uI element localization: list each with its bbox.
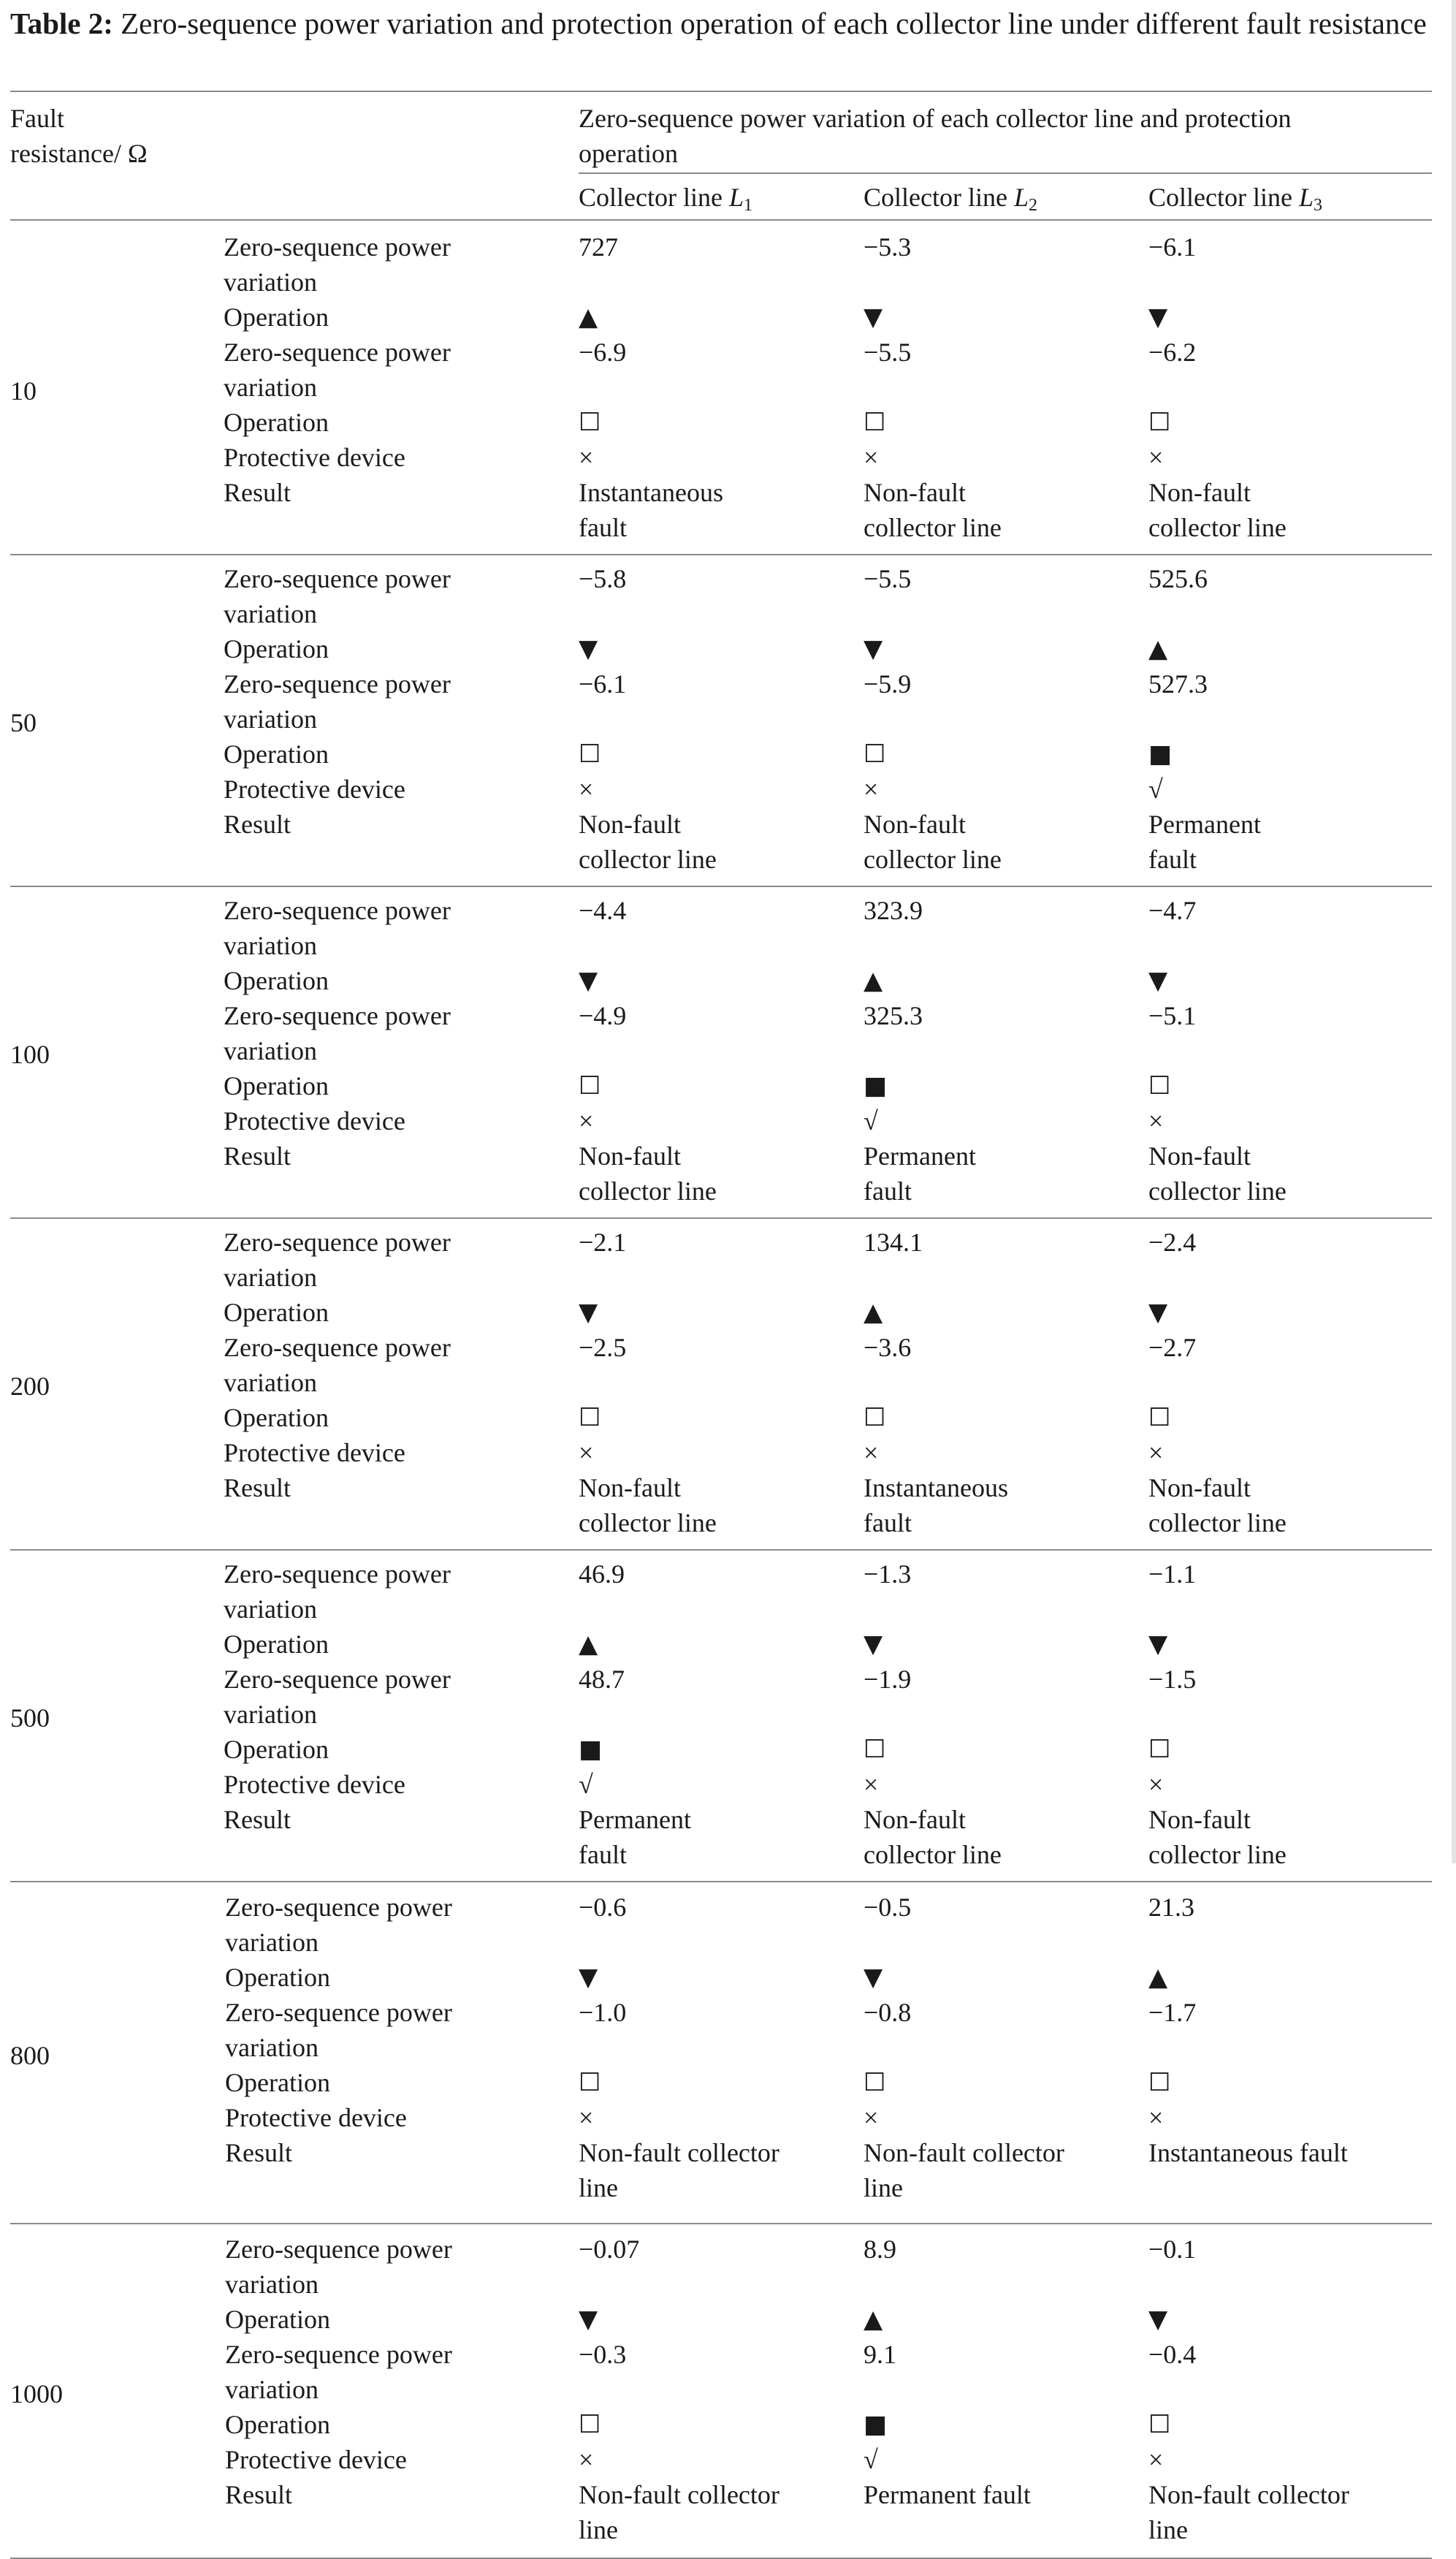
- zsp-value-2: −0.3: [579, 2340, 627, 2369]
- row-label-protective_device: Protective device: [224, 1438, 405, 1467]
- check-mark-icon: √: [864, 2445, 878, 2474]
- row-label-zsp: [224, 561, 451, 631]
- row-label-line: variation: [224, 931, 317, 960]
- row-label-result: Result: [224, 478, 291, 507]
- result-line: Non-fault: [864, 478, 966, 507]
- result-line: collector line: [579, 845, 717, 874]
- result-line: Non-fault: [864, 1805, 966, 1834]
- result-text: [579, 1802, 691, 1872]
- result-line: Non-fault: [1148, 1473, 1251, 1502]
- zsp-value-2: −0.4: [1148, 2340, 1197, 2369]
- operation-arrow-icon: ▼: [1148, 1630, 1168, 1659]
- row-label-line: Zero-sequence power: [224, 1228, 451, 1257]
- header-collector-line-2: Collector line $L_2$: [864, 183, 1037, 215]
- zsp-value-2: −5.5: [864, 338, 912, 367]
- result-line: collector line: [1148, 1508, 1287, 1537]
- operation-square-icon: ☐: [1148, 2410, 1171, 2439]
- cross-mark-icon: ×: [579, 1106, 594, 1136]
- row-label-line: Zero-sequence power: [224, 338, 451, 367]
- zsp-value-1: −5.5: [864, 564, 912, 593]
- result-text: [579, 475, 723, 545]
- result-line: Non-fault: [1148, 1805, 1251, 1834]
- zsp-value-2: −0.8: [864, 1998, 912, 2027]
- row-label-zsp: [225, 1995, 452, 2065]
- result-line: collector line: [579, 1176, 717, 1206]
- result-text: [579, 1138, 717, 1209]
- row-label-result: Result: [225, 2480, 293, 2509]
- operation-arrow-icon: ▼: [579, 1963, 598, 1992]
- operation-square-icon: ☐: [864, 408, 886, 437]
- cross-mark-icon: ×: [579, 2445, 594, 2474]
- result-line: Non-fault: [579, 1141, 681, 1171]
- result-text: [864, 475, 1002, 545]
- row-label-result: Result: [224, 1473, 291, 1502]
- zsp-value-1: −0.1: [1148, 2235, 1197, 2264]
- zsp-value-1: −0.6: [579, 1893, 627, 1922]
- row-label-line: variation: [224, 1700, 317, 1729]
- row-label-operation: Operation: [224, 739, 329, 769]
- zsp-value-1: −2.1: [579, 1228, 627, 1257]
- zsp-value-1: 323.9: [864, 896, 923, 925]
- zsp-value-1: −4.7: [1148, 896, 1197, 925]
- result-line: Non-fault collector: [579, 2480, 780, 2509]
- operation-arrow-icon: ▲: [579, 1630, 598, 1659]
- cross-mark-icon: ×: [864, 775, 879, 804]
- operation-square-icon: ☐: [579, 408, 601, 437]
- header-collector-line-3: Collector line $L_3$: [1148, 183, 1322, 215]
- operation-arrow-icon: ▼: [579, 634, 598, 663]
- operation-arrow-icon: ▼: [864, 634, 883, 663]
- row-label-line: Zero-sequence power: [224, 896, 451, 925]
- result-line: collector line: [1148, 1840, 1287, 1869]
- row-label-protective_device: Protective device: [225, 2103, 407, 2132]
- result-line: Non-fault collector: [579, 2138, 780, 2167]
- row-label-zsp: [225, 2232, 452, 2302]
- result-text: [579, 2477, 780, 2547]
- cross-mark-icon: ×: [1148, 1106, 1164, 1136]
- caption-label: Table 2:: [10, 7, 113, 40]
- operation-square-icon: ☐: [1148, 1735, 1171, 1764]
- result-text: [864, 1138, 976, 1209]
- row-label-line: Zero-sequence power: [224, 1559, 451, 1589]
- zsp-value-2: −1.9: [864, 1665, 912, 1694]
- header-span-title: Zero-sequence power variation of each collector line and protection operation: [579, 104, 1292, 168]
- row-label-line: variation: [224, 1036, 317, 1065]
- operation-square-icon: ☐: [1148, 2068, 1171, 2097]
- cross-mark-icon: ×: [579, 775, 594, 804]
- result-text: [864, 1470, 1008, 1540]
- zsp-value-2: −5.1: [1148, 1001, 1197, 1030]
- result-text: [864, 807, 1002, 877]
- row-label-protective_device: Protective device: [224, 443, 405, 472]
- zsp-value-2: −2.5: [579, 1333, 627, 1362]
- row-label-line: variation: [225, 2375, 319, 2404]
- result-text: [864, 2477, 1031, 2512]
- operation-square-icon: ■: [579, 1735, 603, 1764]
- result-line: collector line: [864, 845, 1002, 874]
- row-label-operation: Operation: [224, 966, 329, 995]
- operation-square-icon: ■: [1148, 739, 1173, 769]
- result-line: Permanent: [579, 1805, 691, 1834]
- row-label-operation: Operation: [224, 303, 329, 332]
- header-sub-rule: [579, 172, 1432, 174]
- cross-mark-icon: ×: [1148, 1438, 1164, 1467]
- header-bottom-rule: [10, 219, 1432, 221]
- result-line: Permanent: [864, 1141, 976, 1171]
- operation-square-icon: ☐: [864, 1403, 886, 1432]
- resistance-block-10: [10, 222, 1432, 554]
- operation-arrow-icon: ▼: [864, 1630, 883, 1659]
- zsp-value-1: −5.3: [864, 232, 912, 262]
- zsp-value-1: 8.9: [864, 2235, 896, 2264]
- row-label-operation: Operation: [225, 2068, 330, 2097]
- result-line: Instantaneous: [579, 478, 723, 507]
- zsp-value-2: 527.3: [1148, 669, 1208, 699]
- result-line: Non-fault: [579, 1473, 681, 1502]
- zsp-value-2: 325.3: [864, 1001, 923, 1030]
- row-label-operation: Operation: [224, 1403, 329, 1432]
- header-collector-line-1: Collector line $L_1$: [579, 183, 752, 215]
- operation-square-icon: ☐: [1148, 408, 1171, 437]
- resistance-block-200: [10, 1217, 1432, 1549]
- row-label-line: variation: [225, 2033, 319, 2062]
- zsp-value-2: −2.7: [1148, 1333, 1197, 1362]
- table-caption: [10, 4, 1432, 42]
- zsp-value-1: −5.8: [579, 564, 627, 593]
- result-line: Permanent fault: [864, 2480, 1031, 2509]
- zsp-value-1: −4.4: [579, 896, 627, 925]
- operation-square-icon: ☐: [864, 1735, 886, 1764]
- operation-square-icon: ☐: [579, 739, 601, 769]
- result-text: [1148, 2135, 1348, 2170]
- cross-mark-icon: ×: [864, 1770, 879, 1799]
- operation-arrow-icon: ▼: [1148, 1298, 1168, 1327]
- zsp-value-2: −4.9: [579, 1001, 627, 1030]
- operation-arrow-icon: ▲: [579, 303, 598, 332]
- zsp-value-2: −6.9: [579, 338, 627, 367]
- row-label-line: variation: [224, 704, 317, 734]
- operation-arrow-icon: ▼: [1148, 966, 1168, 995]
- row-label-zsp: [224, 998, 451, 1068]
- result-line: fault: [1148, 845, 1197, 874]
- result-text: [579, 807, 717, 877]
- result-line: Non-fault: [1148, 1141, 1251, 1171]
- operation-square-icon: ☐: [579, 2068, 601, 2097]
- result-line: Non-fault: [864, 810, 966, 839]
- row-label-line: variation: [224, 599, 317, 628]
- cross-mark-icon: ×: [1148, 1770, 1164, 1799]
- zsp-value-2: −1.7: [1148, 1998, 1197, 2027]
- result-line: collector line: [1148, 1176, 1287, 1206]
- cross-mark-icon: ×: [864, 443, 879, 472]
- operation-square-icon: ■: [864, 2410, 888, 2439]
- zsp-value-2: 9.1: [864, 2340, 896, 2369]
- result-line: Instantaneous fault: [1148, 2138, 1348, 2167]
- resistance-block-1000: [10, 2224, 1432, 2558]
- zsp-value-1: −2.4: [1148, 1228, 1197, 1257]
- fault-resistance-value: 100: [10, 1040, 50, 1069]
- operation-arrow-icon: ▲: [864, 1298, 883, 1327]
- row-label-line: Zero-sequence power: [224, 564, 451, 593]
- table-page: [10, 0, 1432, 2559]
- fault-resistance-value: 800: [10, 2041, 50, 2070]
- result-line: collector line: [864, 513, 1002, 542]
- operation-square-icon: ☐: [579, 2410, 601, 2439]
- cross-mark-icon: ×: [579, 2103, 594, 2132]
- operation-arrow-icon: ▼: [864, 303, 883, 332]
- operation-square-icon: ☐: [1148, 1071, 1171, 1100]
- cross-mark-icon: ×: [1148, 2103, 1164, 2132]
- row-label-operation: Operation: [224, 1630, 329, 1659]
- operation-arrow-icon: ▲: [1148, 1963, 1168, 1992]
- operation-arrow-icon: ▼: [579, 966, 598, 995]
- result-text: [579, 1470, 717, 1540]
- row-label-line: Zero-sequence power: [224, 232, 451, 262]
- check-mark-icon: √: [1148, 775, 1163, 804]
- zsp-value-1: 21.3: [1148, 1893, 1194, 1922]
- result-line: Non-fault: [579, 810, 681, 839]
- row-label-operation: Operation: [225, 2410, 330, 2439]
- resistance-block-500: [10, 1549, 1432, 1881]
- zsp-value-1: 525.6: [1148, 564, 1208, 593]
- row-label-line: Zero-sequence power: [224, 1001, 451, 1030]
- zsp-value-2: 48.7: [579, 1665, 625, 1694]
- row-label-zsp: [224, 1330, 451, 1400]
- result-line: collector line: [864, 1840, 1002, 1869]
- result-text: [864, 2135, 1064, 2205]
- result-line: Instantaneous: [864, 1473, 1008, 1502]
- row-label-zsp: [224, 893, 451, 963]
- row-label-result: Result: [225, 2138, 293, 2167]
- row-label-protective_device: Protective device: [225, 2445, 407, 2474]
- fault-resistance-value: 500: [10, 1703, 50, 1733]
- result-line: Non-fault collector: [864, 2138, 1064, 2167]
- fault-resistance-value: 1000: [10, 2379, 63, 2408]
- cross-mark-icon: ×: [864, 1438, 879, 1467]
- zsp-value-1: −1.3: [864, 1559, 912, 1589]
- top-rule: [10, 91, 1432, 92]
- row-label-line: Zero-sequence power: [224, 1665, 451, 1694]
- row-label-line: Zero-sequence power: [224, 669, 451, 699]
- result-text: [1148, 1470, 1287, 1540]
- row-label-operation: Operation: [225, 1963, 330, 1992]
- result-line: Non-fault collector: [1148, 2480, 1349, 2509]
- zsp-value-2: −1.0: [579, 1998, 627, 2027]
- row-label-line: variation: [224, 1263, 317, 1292]
- header-fault-resistance: Fault resistance/ Ω: [10, 104, 148, 168]
- operation-arrow-icon: ▲: [1148, 634, 1168, 663]
- resistance-block-50: [10, 554, 1432, 886]
- row-label-line: Zero-sequence power: [225, 1893, 452, 1922]
- row-label-zsp: [224, 666, 451, 737]
- result-text: [1148, 1138, 1287, 1209]
- operation-square-icon: ☐: [579, 1403, 601, 1432]
- zsp-value-1: 134.1: [864, 1228, 923, 1257]
- row-label-zsp: [224, 1556, 451, 1627]
- scrollbar[interactable]: [1452, 0, 1456, 1863]
- row-label-line: Zero-sequence power: [225, 2340, 452, 2369]
- fault-resistance-value: 10: [10, 376, 37, 406]
- operation-arrow-icon: ▲: [864, 966, 883, 995]
- result-text: [1148, 807, 1261, 877]
- row-label-zsp: [224, 229, 451, 300]
- result-line: fault: [864, 1508, 912, 1537]
- row-label-result: Result: [224, 810, 291, 839]
- row-label-operation: Operation: [224, 408, 329, 437]
- operation-arrow-icon: ▼: [1148, 303, 1168, 332]
- row-label-line: variation: [225, 1928, 319, 1957]
- zsp-value-1: −6.1: [1148, 232, 1197, 262]
- operation-arrow-icon: ▲: [864, 2305, 883, 2334]
- row-label-operation: Operation: [224, 634, 329, 663]
- operation-square-icon: ☐: [1148, 1403, 1171, 1432]
- row-label-line: variation: [224, 373, 317, 402]
- check-mark-icon: √: [579, 1770, 593, 1799]
- row-label-protective_device: Protective device: [224, 775, 405, 804]
- result-line: line: [1148, 2515, 1188, 2544]
- zsp-value-2: −1.5: [1148, 1665, 1197, 1694]
- row-label-zsp: [224, 335, 451, 405]
- row-label-zsp: [224, 1225, 451, 1295]
- result-text: [1148, 2477, 1349, 2547]
- row-label-result: Result: [224, 1141, 291, 1171]
- cross-mark-icon: ×: [579, 443, 594, 472]
- zsp-value-1: −1.1: [1148, 1559, 1197, 1589]
- row-label-line: variation: [224, 1368, 317, 1397]
- result-line: collector line: [579, 1508, 717, 1537]
- check-mark-icon: √: [864, 1106, 878, 1136]
- result-line: Permanent: [1148, 810, 1261, 839]
- operation-arrow-icon: ▼: [579, 2305, 598, 2334]
- result-text: [579, 2135, 780, 2205]
- zsp-value-1: 46.9: [579, 1559, 625, 1589]
- row-label-protective_device: Protective device: [224, 1770, 405, 1799]
- operation-square-icon: ☐: [579, 1071, 601, 1100]
- resistance-block-100: [10, 886, 1432, 1217]
- operation-arrow-icon: ▼: [1148, 2305, 1168, 2334]
- zsp-value-2: −5.9: [864, 669, 912, 699]
- operation-square-icon: ☐: [864, 739, 886, 769]
- fault-resistance-value: 200: [10, 1372, 50, 1401]
- row-label-line: variation: [224, 267, 317, 297]
- row-label-zsp: [225, 1890, 452, 1960]
- zsp-value-2: −3.6: [864, 1333, 912, 1362]
- fault-resistance-value: 50: [10, 708, 37, 737]
- result-line: line: [579, 2515, 618, 2544]
- row-label-zsp: [224, 1662, 451, 1732]
- cross-mark-icon: ×: [579, 1438, 594, 1467]
- caption-text: Zero-sequence power variation and protection operation of each collector line under different fault resistance: [121, 7, 1427, 40]
- row-label-line: variation: [224, 1594, 317, 1624]
- row-label-protective_device: Protective device: [224, 1106, 405, 1136]
- zsp-value-1: −0.07: [579, 2235, 640, 2264]
- operation-square-icon: ☐: [864, 2068, 886, 2097]
- row-label-line: Zero-sequence power: [225, 1998, 452, 2027]
- result-text: [1148, 1802, 1287, 1872]
- row-label-zsp: [225, 2337, 452, 2407]
- result-line: line: [579, 2173, 618, 2202]
- zsp-value-2: −6.2: [1148, 338, 1197, 367]
- result-line: fault: [864, 1176, 912, 1206]
- result-text: [1148, 475, 1287, 545]
- cross-mark-icon: ×: [1148, 2445, 1164, 2474]
- result-line: Non-fault: [1148, 478, 1251, 507]
- result-line: fault: [579, 1840, 627, 1869]
- row-label-operation: Operation: [224, 1298, 329, 1327]
- result-text: [864, 1802, 1002, 1872]
- operation-arrow-icon: ▼: [579, 1298, 598, 1327]
- cross-mark-icon: ×: [864, 2103, 879, 2132]
- row-label-line: variation: [225, 2270, 319, 2299]
- result-line: fault: [579, 513, 627, 542]
- result-line: line: [864, 2173, 903, 2202]
- result-line: collector line: [1148, 513, 1287, 542]
- operation-arrow-icon: ▼: [864, 1963, 883, 1992]
- zsp-value-1: 727: [579, 232, 618, 262]
- row-label-line: Zero-sequence power: [225, 2235, 452, 2264]
- resistance-block-800: [10, 1882, 1432, 2223]
- zsp-value-2: −6.1: [579, 669, 627, 699]
- row-label-result: Result: [224, 1805, 291, 1834]
- row-label-operation: Operation: [224, 1071, 329, 1100]
- row-label-line: Zero-sequence power: [224, 1333, 451, 1362]
- row-label-operation: Operation: [225, 2305, 330, 2334]
- row-label-operation: Operation: [224, 1735, 329, 1764]
- operation-square-icon: ■: [864, 1071, 888, 1100]
- cross-mark-icon: ×: [1148, 443, 1164, 472]
- zsp-value-1: −0.5: [864, 1893, 912, 1922]
